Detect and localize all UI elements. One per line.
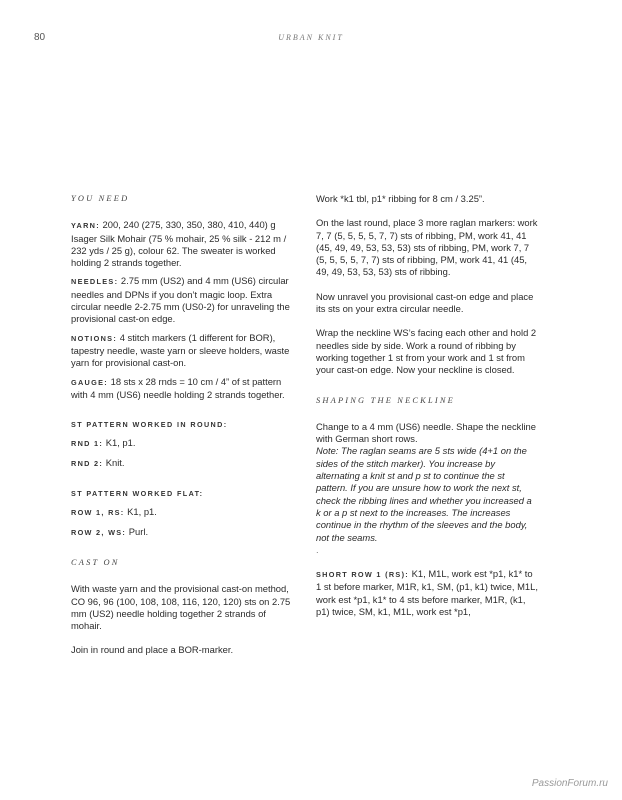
- shaping-note: Note: The raglan seams are 5 sts wide (4+1 on the sides of the stitch marker). You increase by alternating a knit st and p st to continue the st pattern. If you are unsure how to work the next st, check the ribbing lines and whether you increased a k or a p st next to the increases. The increases continue in the rhythm of the sleeves and the body, not the seams.: [316, 445, 532, 543]
- rnd1-line: [71, 437, 297, 450]
- short-row-paragraph: [316, 568, 538, 618]
- cast-on-heading: CAST ON: [71, 557, 120, 567]
- cast-on-paragraph-2: Join in round and place a BOR-marker.: [71, 644, 234, 656]
- shaping-paragraph: Change to a 4 mm (US6) needle. Shape the neckline with German short rows.: [316, 420, 536, 445]
- neckline-close-paragraph: Wrap the neckline WS’s facing each other and hold 2 needles side by side. Work a round of ribbing by working together 1 st from your work and 1 st from your cast-on edge. Now your neckline is closed.: [316, 327, 537, 376]
- unravel-paragraph: Now unravel you provisional cast-on edge and place its sts on your extra circular needle.: [316, 290, 534, 315]
- rnd1-label: RND 1:: [71, 439, 104, 449]
- rnd1-text: K1, p1.: [105, 437, 136, 449]
- notions-text: 4 stitch markers (1 different for BOR), tapestry needle, waste yarn or sleeve holders, waste yarn for provisional cast-on.: [71, 331, 290, 369]
- shaping-neckline-heading: SHAPING THE NECKLINE: [316, 395, 455, 405]
- rnd2-label: RND 2:: [71, 458, 104, 468]
- you-need-heading: YOU NEED: [71, 194, 130, 203]
- row2-line: [71, 526, 297, 539]
- ribbing-paragraph: Work *k1 tbl, p1* ribbing for 8 cm / 3.25”.: [316, 193, 485, 204]
- notions-label: NOTIONS:: [71, 333, 118, 343]
- yarn-paragraph: [71, 219, 297, 269]
- cast-on-paragraph-1: With waste yarn and the provisional cast-on method, CO 96, 96 (100, 108, 108, 116, 120, 120) sts on 2.75 mm (US2) needle holding together 2 strands of mohair.: [71, 583, 291, 632]
- yarn-label: YARN:: [71, 221, 100, 231]
- st-round-heading: ST PATTERN WORKED IN ROUND:: [71, 420, 228, 430]
- st-flat-heading: ST PATTERN WORKED FLAT:: [71, 489, 204, 499]
- page-number: 80: [34, 32, 46, 43]
- running-head: URBAN KNIT: [278, 33, 344, 42]
- row1-text: K1, p1.: [127, 506, 157, 518]
- shaping-dot: .: [316, 543, 319, 555]
- row1-line: [71, 506, 297, 519]
- short-row-label: SHORT ROW 1 (RS):: [316, 570, 410, 580]
- raglan-markers-paragraph: On the last round, place 3 more raglan markers: work 7, 7 (5, 5, 5, 5, 7, 7) sts of ribbing, PM, work 41, 41 (45, 49, 49, 53, 53, 53) sts of ribbing, PM, work 7, 7 (5, 5, 5, 5, 7, 7) sts of ribbing, PM, work 41, 41 (45, 49, 49, 53, 53, 53) sts of ribbing.: [316, 217, 538, 278]
- needles-label: NEEDLES:: [71, 277, 119, 287]
- left-column: [71, 193, 297, 663]
- short-row-text: K1, M1L, work est *p1, k1* to 1 st before marker, M1R, k1, SM, (p1, k1) twice, M1L, work est *p1, k1* to 4 sts before marker, M1R, (k1, p1) twice, SM, k1, M1L, work est *p1,: [316, 568, 538, 618]
- yarn-text: 200, 240 (275, 330, 350, 380, 410, 440) g Isager Silk Mohair (75 % mohair, 25 % silk - 212 m / 232 yds / 25 g), colour 62. The sweater is worked holding 2 strands together.: [71, 219, 287, 269]
- rnd2-line: [71, 457, 297, 470]
- gauge-label: GAUGE:: [71, 377, 108, 387]
- notions-paragraph: [71, 332, 297, 370]
- gauge-text: 18 sts x 28 rnds = 10 cm / 4” of st pattern with 4 mm (US6) needle holding 2 strands together.: [71, 375, 285, 400]
- row2-label: ROW 2, WS:: [71, 527, 127, 537]
- row2-text: Purl.: [128, 525, 149, 537]
- gauge-paragraph: [71, 376, 297, 402]
- watermark: PassionForum.ru: [531, 778, 608, 789]
- right-column: [316, 193, 538, 624]
- row1-label: ROW 1, RS:: [71, 508, 125, 518]
- needles-paragraph: [71, 275, 297, 325]
- rnd2-text: Knit.: [105, 456, 125, 468]
- needles-text: 2.75 mm (US2) and 4 mm (US6) circular needles and DPNs if you don’t magic loop. Extra circular needle 2-2.75 mm (US0-2) for unraveling the provisional cast-on edge.: [71, 275, 290, 325]
